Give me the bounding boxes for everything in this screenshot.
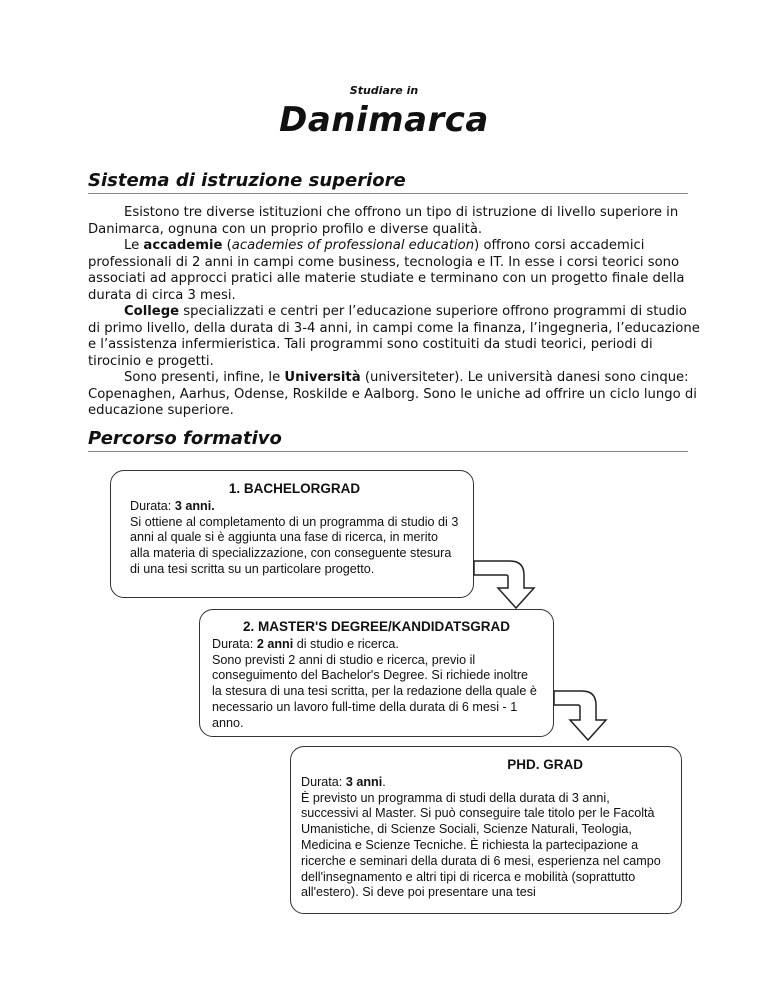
text-run: Sono presenti, infine, le [124, 370, 285, 385]
term-college: College [124, 304, 180, 319]
term-accademie: accademie [143, 238, 223, 253]
paragraph-accademie [88, 238, 700, 304]
text-run: (universiteter). Le università danesi sono cinque: Copenaghen, Aarhus, Odense, Roskilde e Aalborg. Sono le uniche ad offrire un ciclo lungo di educazione superiore. [88, 370, 697, 418]
step-box-bachelor [110, 470, 474, 598]
step-duration [212, 637, 541, 653]
page-title: Danimarca [279, 100, 489, 140]
step-description: È previsto un programma di studi della durata di 3 anni, successivi al Master. Si può conseguire tale titolo per le Facoltà Umanistiche, di Scienze Sociali, Scienze Naturali, Teologia, Medicina e Scienze Tecniche. È richiesta la partecipazione a ricerche e seminari della durata di 6 mesi, esperienza nel campo dell'insegnamento e altri tipi di ricerca e mobilità (soprattutto all'estero). Si deve poi presentare una tesi [301, 790, 661, 900]
duration-value: 3 anni [345, 774, 383, 789]
paragraph-universita [88, 370, 700, 420]
step-box-master [199, 609, 554, 737]
text-run: ) offrono corsi accademici professionali di 2 anni in campi come business, tecnologia e IT. In esse i corsi teorici sono associati ad approcci pratici alle materie studiate e terminano con un progetto finale della durata di circa 3 mesi. [88, 238, 685, 303]
flow-arrow-icon [554, 684, 624, 744]
text-run: ( [222, 238, 232, 253]
paragraph-intro: Esistono tre diverse istituzioni che offrono un tipo di istruzione di livello superiore in Danimarca, ognuna con un proprio profilo e diverse qualità. [88, 205, 679, 237]
step-box-phd [290, 746, 682, 914]
term-english: academies of professional education [231, 238, 475, 253]
section-body [88, 205, 700, 420]
section-heading-percorso: Percorso formativo [88, 428, 688, 452]
duration-suffix: . [382, 774, 386, 789]
step-title: 2. MASTER'S DEGREE/KANDIDATSGRAD [243, 619, 510, 634]
term-universita: Università [284, 370, 361, 385]
step-duration [301, 775, 667, 791]
section-heading-istruzione: Sistema di istruzione superiore [88, 170, 688, 194]
text-run: specializzati e centri per l’educazione superiore offrono programmi di studio di primo livello, della durata di 3-4 anni, in campi come la finanza, l’ingegneria, l’educazione e l’assistenza infermieristica. Tali programmi sono costituiti da studi teorici, periodi di tirocinio e progetti. [88, 304, 700, 369]
duration-suffix: di studio e ricerca. [293, 636, 399, 651]
duration-label: Durata: [130, 498, 175, 513]
step-duration [130, 499, 459, 515]
duration-value: 3 anni. [174, 498, 215, 513]
duration-value: 2 anni [256, 636, 294, 651]
paragraph-college [88, 304, 700, 370]
page-subtitle: Studiare in [349, 84, 419, 97]
duration-label: Durata: [212, 636, 257, 651]
step-title: PHD. GRAD [507, 757, 583, 772]
step-title: 1. BACHELORGRAD [228, 481, 361, 496]
step-description: Sono previsti 2 anni di studio e ricerca, previo il conseguimento del Bachelor's Degree. Si richiede inoltre la stesura di una tesi scritta, per la redazione della quale è necessario un lavoro full-time della durata di 6 mesi - 1 anno. [212, 652, 537, 730]
flow-arrow-icon [474, 554, 544, 610]
text-run: Le [124, 238, 144, 253]
step-description: Si ottiene al completamento di un programma di studio di 3 anni al quale si è aggiunta una fase di ricerca, in merito alla materia di specializzazione, con conseguente stesura di una tesi scritta su un particolare progetto. [130, 514, 459, 576]
duration-label: Durata: [301, 774, 346, 789]
